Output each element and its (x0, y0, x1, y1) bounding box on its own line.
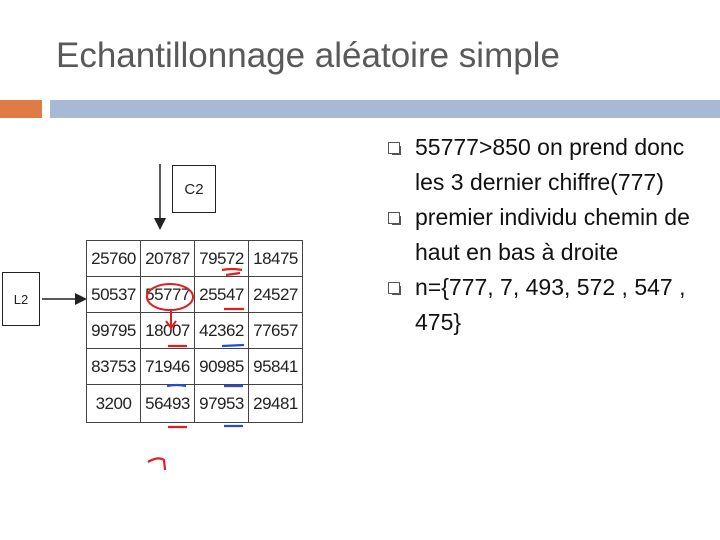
blue-underline-mark (167, 385, 186, 386)
red-down-arrow-icon (166, 311, 176, 328)
table-cell: 29481 (249, 385, 303, 423)
table-cell: 99795 (87, 313, 141, 349)
table-cell: 55777 (141, 277, 195, 313)
table-cell: 24527 (249, 277, 303, 313)
column-label-box: C2 (172, 165, 216, 213)
table-cell: 83753 (87, 349, 141, 385)
bullet-text: n={777, 7, 493, 572 , 547 , 475} (415, 274, 686, 335)
table-cell: 95841 (249, 349, 303, 385)
table-cell: 42362 (195, 313, 249, 349)
red-underline-mark (222, 269, 242, 275)
bullet-item (388, 270, 708, 340)
table-cell: 77657 (249, 313, 303, 349)
table-cell: 25760 (87, 241, 141, 277)
table-cell: 3200 (87, 385, 141, 423)
table-cell: 18007 (141, 313, 195, 349)
table-cell: 56493 (141, 385, 195, 423)
table-cell: 97953 (195, 385, 249, 423)
square-bullet-icon (388, 212, 400, 224)
row-label-box: L2 (2, 272, 40, 326)
table-cell: 20787 (141, 241, 195, 277)
bullet-text: 55777>850 on prend donc les 3 dernier chiffre(777) (415, 134, 685, 195)
table-cell: 71946 (141, 349, 195, 385)
bullet-item (388, 130, 708, 200)
red-hook-mark (148, 458, 165, 470)
square-bullet-icon (388, 142, 400, 154)
bullet-list (388, 130, 708, 340)
bullet-text: premier individu chemin de haut en bas à droite (415, 204, 690, 265)
slide-title: Echantillonnage aléatoire simple (56, 36, 560, 75)
table-cell: 79572 (195, 241, 249, 277)
table-cell: 18475 (249, 241, 303, 277)
table-cell: 90985 (195, 349, 249, 385)
square-bullet-icon (388, 282, 400, 294)
table-cell: 50537 (87, 277, 141, 313)
start-circle-mark (147, 284, 193, 310)
table-cell: 25547 (195, 277, 249, 313)
blue-underline-mark (222, 345, 244, 346)
bullet-item (388, 200, 708, 270)
